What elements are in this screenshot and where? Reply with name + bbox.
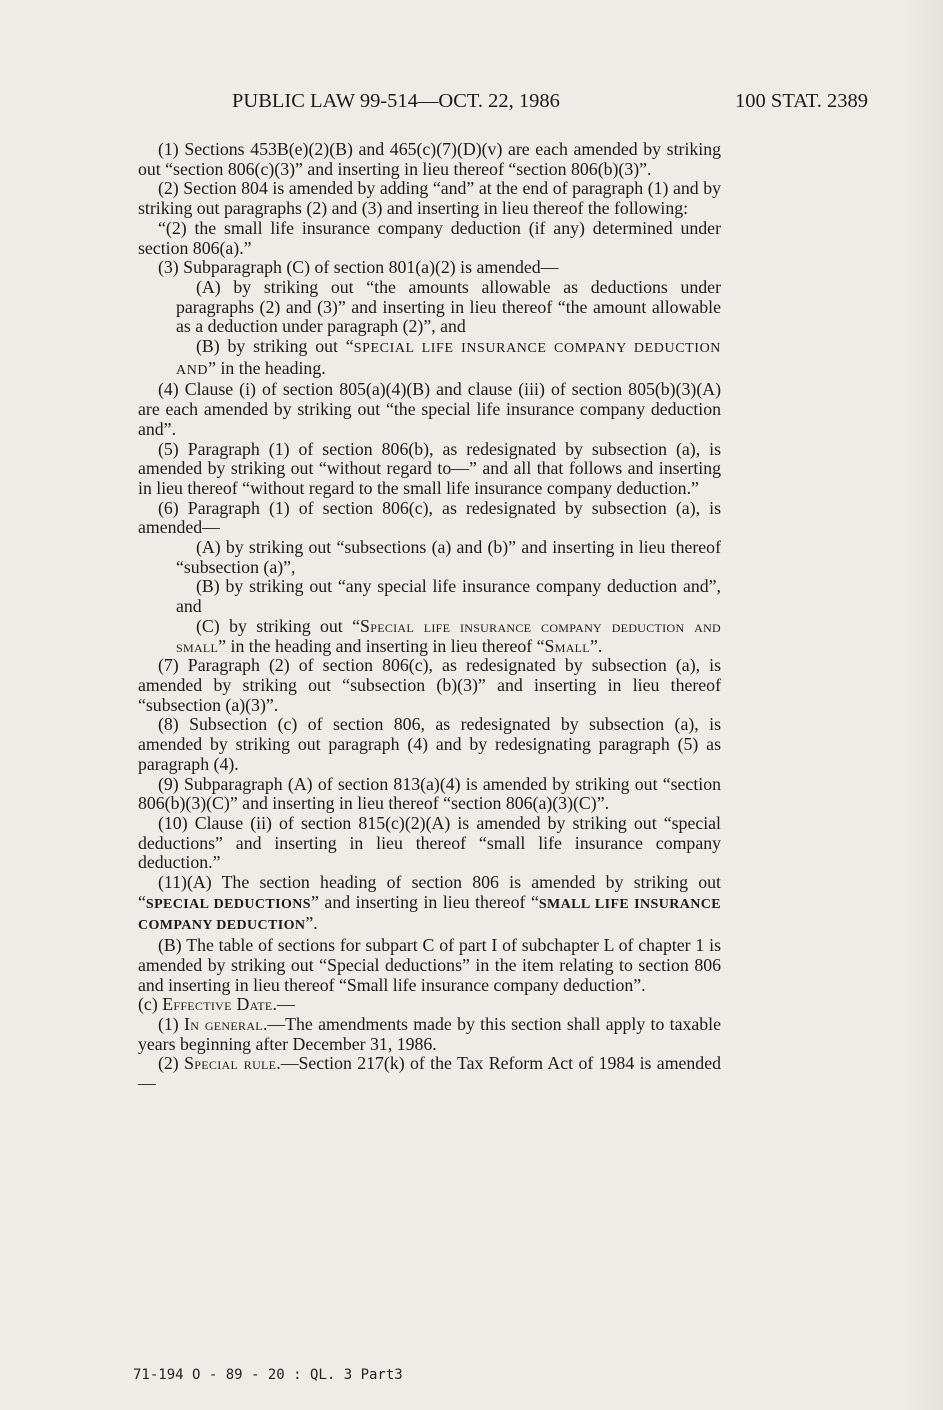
paragraph-2-quote: “(2) the small life insurance company deduction (if any) determined under section 806(a).” [138,217,721,258]
subsection-c-caps: Effective Date [162,994,273,1015]
subsection-c-2-pre: (2) [158,1053,185,1074]
paragraph-6-c-pre: (C) by striking out “ [196,615,361,636]
paragraph-3-b-caps: SPECIAL LIFE INSURANCE COMPANY DEDUCTION AND [176,341,721,378]
paragraph-3-b-pre: (B) by striking out “ [196,336,354,357]
subsection-c-pre: (c) [138,994,163,1015]
subsection-c-1-pre: (1) [158,1013,185,1034]
paragraph-11-a-mid: ” and inserting in lieu thereof “ [310,891,539,912]
header-page-number: 100 STAT. 2389 [735,90,868,112]
subsection-c-1 [138,1015,721,1054]
subsection-c-2-post: .—Section 217(k) of the Tax Reform Act of 1984 is amended— [138,1053,721,1094]
paragraph-11-b: (B) The table of sections for subpart C of part I of subchapter L of chapter 1 is amended by striking out “Special deductions” in the item relating to section 806 and inserting in lieu thereof “Small life insurance company deduction”. [138,935,721,995]
paragraph-9: (9) Subparagraph (A) of section 813(a)(4) is amended by striking out “section 806(b)(3)(C)” and inserting in lieu thereof “section 806(a)(3)(C)”. [138,773,721,814]
paragraph-11-a-pre: (11)(A) The section heading of section 806 is amended by striking out “ [138,872,721,912]
paragraph-11-a-caps: SPECIAL DEDUCTIONS [145,896,311,912]
paragraph-3-a: (A) by striking out “the amounts allowable as deductions under paragraphs (2) and (3)” and inserting in lieu thereof “the amount allowable as a deduction under paragraph (2)”, and [176,276,721,337]
subsection-c-post: .— [272,994,295,1015]
body-text [138,140,721,1094]
paragraph-10: (10) Clause (ii) of section 815(c)(2)(A) is amended by striking out “special deductions” and inserting in lieu thereof “small life insurance company deduction.” [138,812,721,873]
paragraph-6-c-post: ”. [589,635,603,656]
paragraph-6-a: (A) by striking out “subsections (a) and (b)” and inserting in lieu thereof “subsection (a)”, [176,537,721,577]
paragraph-1: (1) Sections 453B(e)(2)(B) and 465(c)(7)(D)(v) are each amended by striking out “section 806(c)(3)” and inserting in lieu thereof “section 806(b)(3)”. [138,139,721,179]
paragraph-8: (8) Subsection (c) of section 806, as redesignated by subsection (a), is amended by striking out paragraph (4) and by redesignating paragraph (5) as paragraph (4). [138,714,721,774]
subsection-c-2-caps: Special rule [184,1053,277,1074]
header-title: PUBLIC LAW 99-514—OCT. 22, 1986 [232,90,560,112]
paragraph-4: (4) Clause (i) of section 805(a)(4)(B) and clause (iii) of section 805(b)(3)(A) are each amended by striking out “the special life insurance company deduction and”. [138,379,721,439]
subsection-c-1-caps: In general [184,1013,263,1034]
paragraph-3-b [138,337,721,380]
page-header [0,90,943,120]
paragraph-6-c [138,617,721,656]
subsection-c-1-post: .—The amendments made by this section shall apply to taxable years beginning after December 31, 1986. [138,1013,721,1054]
paragraph-6-c-caps2: Small [544,635,590,656]
paragraph-2: (2) Section 804 is amended by adding “and” at the end of paragraph (1) and by striking out paragraphs (2) and (3) and inserting in lieu thereof the following: [138,178,721,219]
paragraph-6: (6) Paragraph (1) of section 806(c), as redesignated by subsection (a), is amended— [138,497,721,538]
paragraph-6-c-mid: ” in the heading and inserting in lieu thereof “ [218,635,545,656]
paragraph-11-a-post: ”. [305,913,318,934]
paragraph-11-a [138,873,721,936]
paragraph-6-b: (B) by striking out “any special life insurance company deduction and”, and [176,576,721,617]
subsection-c-2 [138,1054,721,1093]
paragraph-5: (5) Paragraph (1) of section 806(b), as redesignated by subsection (a), is amended by striking out “without regard to—” and all that follows and inserting in lieu thereof “without regard to the small life insurance company deduction.” [138,438,721,498]
paragraph-6-c-caps: Special life insurance company deduction and small [176,615,722,656]
paragraph-11-a-caps2: SMALL LIFE INSURANCE COMPANY DEDUCTION [138,896,721,934]
page-edge-shadow [903,0,943,1410]
paragraph-3: (3) Subparagraph (C) of section 801(a)(2) is amended— [158,257,559,278]
subsection-c-heading [138,995,721,1015]
paragraph-3-b-post: ” in the heading. [208,357,326,378]
paragraph-7: (7) Paragraph (2) of section 806(c), as redesignated by subsection (a), is amended by striking out “subsection (b)(3)” and inserting in lieu thereof “subsection (a)(3)”. [138,655,721,715]
print-footer: 71-194 O - 89 - 20 : QL. 3 Part3 [133,1367,403,1383]
